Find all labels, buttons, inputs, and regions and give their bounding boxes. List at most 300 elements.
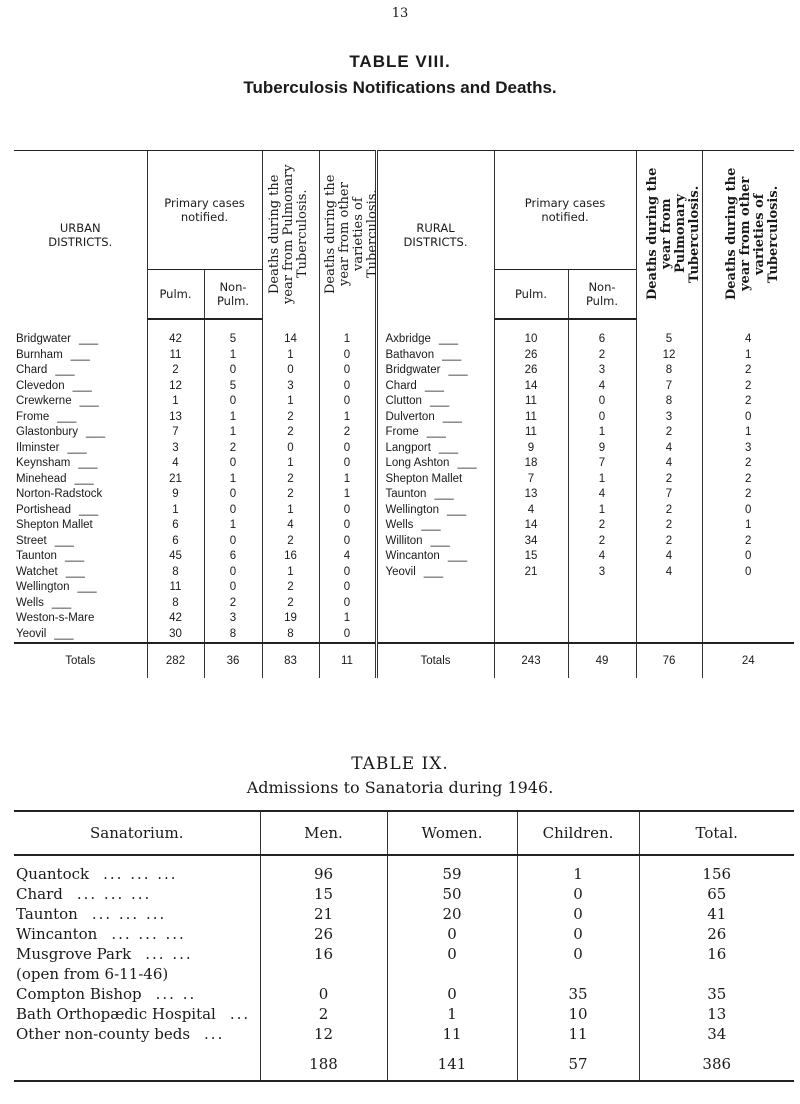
rural-deaths-other-cell: 2 <box>702 534 794 550</box>
leader-dash: ___ <box>438 441 459 454</box>
table-row <box>14 487 794 503</box>
rural-deaths-other-cell: 1 <box>702 348 794 364</box>
urban-pulm-cell: 1 <box>147 503 204 519</box>
leader-dash: ___ <box>457 457 477 469</box>
table-row <box>14 363 794 379</box>
district-label: Shepton Mallet <box>385 472 463 485</box>
district-label: Weston-s-Mare <box>16 612 95 624</box>
total-total: 386 <box>639 1044 794 1076</box>
district-label: Clevedon <box>16 379 65 392</box>
rural-pulm-cell <box>494 611 568 627</box>
rural-pulm-cell: 14 <box>494 379 568 395</box>
leader-dash: ___ <box>434 488 454 500</box>
table-row <box>14 580 794 596</box>
rural-deaths-other-cell: 1 <box>702 518 794 534</box>
rural-deaths-pulm-cell: 8 <box>636 394 702 410</box>
rural-total-pulm: 243 <box>494 643 568 678</box>
sanatoria-admissions-table <box>14 810 794 1082</box>
urban-total-nonpulm: 36 <box>204 643 262 678</box>
total-cell: 65 <box>639 884 794 904</box>
bottom-rule <box>14 1076 794 1081</box>
table-row <box>14 884 794 904</box>
urban-district-name <box>14 363 147 379</box>
rural-pulm-cell: 10 <box>494 319 568 348</box>
total-cell: 26 <box>639 924 794 944</box>
leader-dots: ... ... <box>145 945 193 963</box>
leader-dash: ___ <box>448 364 468 376</box>
leader-dash: ___ <box>78 332 99 345</box>
urban-deaths-pulm-cell: 1 <box>262 565 319 581</box>
rural-deaths-pulm-cell: 3 <box>636 410 702 426</box>
women-cell: 1 <box>387 1004 517 1024</box>
rural-district-name <box>376 425 494 441</box>
district-label: Taunton <box>16 550 57 562</box>
rural-deaths-pulm-cell: 2 <box>636 534 702 550</box>
women-cell: 59 <box>387 855 517 884</box>
table-row <box>14 855 794 884</box>
leader-dash: ___ <box>447 503 467 516</box>
urban-deaths-other-cell: 4 <box>319 549 376 565</box>
rural-district-name <box>376 518 494 534</box>
rule-cell <box>639 1076 794 1081</box>
district-label: Portishead <box>16 503 71 516</box>
leader-dash: ___ <box>426 426 446 438</box>
header-rural-nonpulm: Non- Pulm. <box>568 270 636 320</box>
urban-nonpulm-cell: 3 <box>204 611 262 627</box>
table-row <box>14 456 794 472</box>
rural-pulm-cell: 13 <box>494 487 568 503</box>
rural-district-name <box>376 611 494 627</box>
district-label: Bridgwater <box>16 332 71 345</box>
leader-dash: ___ <box>51 596 72 609</box>
district-label: Bridgwater <box>385 364 441 376</box>
women-cell: 0 <box>387 984 517 1004</box>
rural-district-name <box>376 379 494 395</box>
children-cell: 0 <box>517 924 639 944</box>
rural-nonpulm-cell <box>568 611 636 627</box>
header-children: Children. <box>517 811 639 855</box>
rural-nonpulm-cell: 1 <box>568 503 636 519</box>
district-label: Dulverton <box>385 410 435 423</box>
total-cell <box>639 964 794 984</box>
urban-district-name <box>14 611 147 627</box>
urban-district-name <box>14 534 147 550</box>
urban-nonpulm-cell: 1 <box>204 425 262 441</box>
children-cell <box>517 964 639 984</box>
urban-deaths-other-cell: 1 <box>319 319 376 348</box>
sanatorium-name <box>14 984 260 1004</box>
leader-dots: ... ... ... <box>111 925 186 943</box>
urban-district-name <box>14 410 147 426</box>
total-cell: 156 <box>639 855 794 884</box>
leader-dots: ... .. <box>155 985 197 1003</box>
district-label: Chard <box>385 379 417 392</box>
urban-nonpulm-cell: 1 <box>204 518 262 534</box>
urban-pulm-cell: 7 <box>147 425 204 441</box>
total-cell: 41 <box>639 904 794 924</box>
rural-deaths-other-cell: 0 <box>702 549 794 565</box>
urban-pulm-cell: 11 <box>147 580 204 596</box>
district-label: Norton-Radstock <box>16 488 103 500</box>
rule-cell <box>517 1076 639 1081</box>
rural-nonpulm-cell: 7 <box>568 456 636 472</box>
urban-nonpulm-cell: 0 <box>204 534 262 550</box>
district-label: Keynsham <box>16 457 71 469</box>
rural-pulm-cell: 7 <box>494 472 568 488</box>
rural-pulm-cell: 14 <box>494 518 568 534</box>
district-label: Watchet <box>16 565 58 578</box>
urban-deaths-other-cell: 0 <box>319 627 376 644</box>
table-row <box>14 627 794 644</box>
urban-district-name <box>14 319 147 348</box>
rural-nonpulm-cell: 2 <box>568 348 636 364</box>
sanatorium-name <box>14 924 260 944</box>
women-cell: 11 <box>387 1024 517 1044</box>
children-cell: 10 <box>517 1004 639 1024</box>
table-row <box>14 319 794 348</box>
rural-deaths-other-cell <box>702 596 794 612</box>
totals-row <box>14 643 794 678</box>
urban-deaths-other-cell: 0 <box>319 456 376 472</box>
rural-nonpulm-cell: 6 <box>568 319 636 348</box>
sanatorium-label: (open from 6-11-46) <box>16 965 169 983</box>
urban-deaths-pulm-cell: 16 <box>262 549 319 565</box>
district-label: Ilminster <box>16 441 60 454</box>
rural-deaths-pulm-cell: 7 <box>636 379 702 395</box>
urban-nonpulm-cell: 0 <box>204 487 262 503</box>
district-label: Yeovil <box>16 627 47 640</box>
urban-deaths-pulm-cell: 2 <box>262 580 319 596</box>
district-label: Yeovil <box>385 565 416 578</box>
table-row <box>14 944 794 964</box>
rural-district-name <box>376 534 494 550</box>
urban-district-name <box>14 394 147 410</box>
header-urban-nonpulm: Non- Pulm. <box>204 270 262 320</box>
table-row <box>14 596 794 612</box>
rural-deaths-other-cell <box>702 580 794 596</box>
urban-deaths-pulm-cell: 4 <box>262 518 319 534</box>
leader-dash: ___ <box>72 379 92 392</box>
urban-pulm-cell: 42 <box>147 611 204 627</box>
urban-deaths-other-cell: 0 <box>319 348 376 364</box>
urban-deaths-other-cell: 0 <box>319 394 376 410</box>
rural-district-name <box>376 348 494 364</box>
urban-deaths-pulm-cell: 1 <box>262 503 319 519</box>
urban-nonpulm-cell: 0 <box>204 394 262 410</box>
women-cell: 50 <box>387 884 517 904</box>
table-row <box>14 565 794 581</box>
urban-nonpulm-cell: 1 <box>204 472 262 488</box>
rural-nonpulm-cell: 9 <box>568 441 636 457</box>
leader-dash: ___ <box>86 426 106 438</box>
sanatorium-name <box>14 884 260 904</box>
district-label: Crewkerne <box>16 395 72 407</box>
rural-nonpulm-cell: 2 <box>568 518 636 534</box>
district-label: Burnham <box>16 348 63 361</box>
sanatorium-name <box>14 855 260 884</box>
urban-deaths-other-cell: 2 <box>319 425 376 441</box>
header-rural-districts: RURAL DISTRICTS. <box>376 151 494 320</box>
table9-title: TABLE IX. <box>351 754 449 774</box>
sanatorium-label: Other non-county beds <box>16 1025 191 1043</box>
rural-deaths-pulm-cell: 2 <box>636 503 702 519</box>
urban-nonpulm-cell: 0 <box>204 565 262 581</box>
rural-deaths-pulm-cell <box>636 596 702 612</box>
table-row <box>14 1004 794 1024</box>
urban-deaths-pulm-cell: 2 <box>262 425 319 441</box>
urban-pulm-cell: 12 <box>147 379 204 395</box>
urban-district-name <box>14 580 147 596</box>
table-row <box>14 1024 794 1044</box>
table-row <box>14 441 794 457</box>
rural-deaths-pulm-cell: 5 <box>636 319 702 348</box>
header-urban-districts: URBAN DISTRICTS. <box>14 151 147 320</box>
urban-district-name <box>14 565 147 581</box>
women-cell <box>387 964 517 984</box>
urban-deaths-other-cell: 1 <box>319 611 376 627</box>
district-label: Williton <box>385 534 423 547</box>
rural-district-name <box>376 441 494 457</box>
totals-label-empty <box>14 1044 260 1076</box>
urban-nonpulm-cell: 6 <box>204 549 262 565</box>
rural-totals-label: Totals <box>376 643 494 678</box>
urban-pulm-cell: 6 <box>147 518 204 534</box>
total-children: 57 <box>517 1044 639 1076</box>
header-sanatorium: Sanatorium. <box>14 811 260 855</box>
district-label: Long Ashton <box>385 457 450 469</box>
total-men: 188 <box>260 1044 387 1076</box>
leader-dash: ___ <box>54 534 74 547</box>
urban-pulm-cell: 8 <box>147 596 204 612</box>
urban-district-name <box>14 348 147 364</box>
men-cell: 21 <box>260 904 387 924</box>
table-row <box>14 534 794 550</box>
rule-cell <box>260 1076 387 1081</box>
rural-deaths-pulm-cell: 4 <box>636 565 702 581</box>
rural-district-name <box>376 627 494 644</box>
rural-nonpulm-cell: 2 <box>568 534 636 550</box>
rural-district-name <box>376 549 494 565</box>
rural-deaths-pulm-cell <box>636 580 702 596</box>
leader-dash: ___ <box>79 395 99 407</box>
rural-district-name <box>376 456 494 472</box>
urban-deaths-pulm-cell: 19 <box>262 611 319 627</box>
children-cell: 1 <box>517 855 639 884</box>
header-women: Women. <box>387 811 517 855</box>
header-urban-deaths-other: Deaths during the year from other varieties of Tuberculosis. <box>319 151 376 320</box>
men-cell: 0 <box>260 984 387 1004</box>
rural-deaths-other-cell: 0 <box>702 410 794 426</box>
table-row <box>14 904 794 924</box>
urban-deaths-other-cell: 0 <box>319 565 376 581</box>
urban-district-name <box>14 472 147 488</box>
rural-nonpulm-cell <box>568 627 636 644</box>
rural-pulm-cell: 11 <box>494 394 568 410</box>
leader-dash: ___ <box>67 441 87 454</box>
urban-deaths-pulm-cell: 0 <box>262 363 319 379</box>
rural-deaths-other-cell <box>702 611 794 627</box>
sanatorium-label: Compton Bishop <box>16 985 142 1003</box>
sanatorium-name <box>14 904 260 924</box>
rural-nonpulm-cell <box>568 580 636 596</box>
sanatorium-name <box>14 944 260 964</box>
women-cell: 20 <box>387 904 517 924</box>
urban-pulm-cell: 1 <box>147 394 204 410</box>
children-cell: 11 <box>517 1024 639 1044</box>
total-women: 141 <box>387 1044 517 1076</box>
leader-dash: ___ <box>442 410 462 423</box>
urban-pulm-cell: 9 <box>147 487 204 503</box>
table-row <box>14 379 794 395</box>
rural-deaths-pulm-cell: 4 <box>636 549 702 565</box>
leader-dots: ... ... ... <box>103 865 178 883</box>
men-cell: 2 <box>260 1004 387 1024</box>
rule-cell <box>14 1076 260 1081</box>
rural-district-name <box>376 472 494 488</box>
totals-row <box>14 1044 794 1076</box>
leader-dash: ___ <box>64 550 85 562</box>
urban-pulm-cell: 3 <box>147 441 204 457</box>
leader-dash: ___ <box>438 332 459 345</box>
urban-deaths-pulm-cell: 2 <box>262 596 319 612</box>
urban-totals-label: Totals <box>14 643 147 678</box>
header-urban-primary: Primary cases notified. <box>147 151 262 270</box>
urban-pulm-cell: 42 <box>147 319 204 348</box>
district-label: Bathavon <box>385 348 435 361</box>
rural-deaths-pulm-cell: 12 <box>636 348 702 364</box>
table8-body <box>14 319 794 678</box>
rural-deaths-other-cell: 2 <box>702 456 794 472</box>
leader-dash: ___ <box>55 364 75 376</box>
district-label: Wellington <box>16 581 70 593</box>
table8-title: TABLE VIII. <box>349 52 451 71</box>
urban-deaths-pulm-cell: 1 <box>262 348 319 364</box>
leader-dots: ... <box>204 1025 225 1043</box>
district-label: Street <box>16 534 47 547</box>
rural-deaths-other-cell: 2 <box>702 379 794 395</box>
women-cell: 0 <box>387 924 517 944</box>
district-label: Langport <box>385 441 431 454</box>
rural-nonpulm-cell: 3 <box>568 565 636 581</box>
men-cell: 16 <box>260 944 387 964</box>
leader-dots: ... <box>229 1005 251 1023</box>
urban-deaths-pulm-cell: 0 <box>262 441 319 457</box>
table8-subtitle: Tuberculosis Notifications and Deaths. <box>243 78 557 97</box>
rural-district-name <box>376 596 494 612</box>
rural-deaths-other-cell: 4 <box>702 319 794 348</box>
rural-deaths-other-cell: 3 <box>702 441 794 457</box>
men-cell: 96 <box>260 855 387 884</box>
district-label: Frome <box>16 410 50 423</box>
table-row <box>14 984 794 1004</box>
table-row <box>14 611 794 627</box>
rural-deaths-pulm-cell <box>636 611 702 627</box>
urban-nonpulm-cell: 1 <box>204 348 262 364</box>
rural-deaths-pulm-cell: 2 <box>636 425 702 441</box>
urban-pulm-cell: 4 <box>147 456 204 472</box>
children-cell: 0 <box>517 884 639 904</box>
rural-deaths-pulm-cell <box>636 627 702 644</box>
rural-district-name <box>376 363 494 379</box>
urban-district-name <box>14 596 147 612</box>
sanatorium-label: Musgrove Park <box>16 945 132 963</box>
rural-deaths-pulm-cell: 4 <box>636 456 702 472</box>
rural-district-name <box>376 410 494 426</box>
sanatorium-label: Chard <box>16 885 63 903</box>
urban-nonpulm-cell: 0 <box>204 503 262 519</box>
rural-pulm-cell <box>494 627 568 644</box>
rural-pulm-cell: 26 <box>494 348 568 364</box>
leader-dash: ___ <box>421 519 441 531</box>
urban-deaths-pulm-cell: 14 <box>262 319 319 348</box>
urban-deaths-other-cell: 0 <box>319 518 376 534</box>
urban-pulm-cell: 45 <box>147 549 204 565</box>
header-rural-pulm: Pulm. <box>494 270 568 320</box>
urban-district-name <box>14 379 147 395</box>
urban-pulm-cell: 8 <box>147 565 204 581</box>
table-row <box>14 924 794 944</box>
urban-deaths-other-cell: 0 <box>319 596 376 612</box>
men-cell: 26 <box>260 924 387 944</box>
women-cell: 0 <box>387 944 517 964</box>
urban-deaths-pulm-cell: 2 <box>262 410 319 426</box>
leader-dash: ___ <box>429 395 450 407</box>
table-row <box>14 964 794 984</box>
district-label: Chard <box>16 364 48 376</box>
rural-deaths-pulm-cell: 2 <box>636 472 702 488</box>
rural-pulm-cell <box>494 580 568 596</box>
rural-deaths-pulm-cell: 4 <box>636 441 702 457</box>
sanatorium-label: Wincanton <box>16 925 98 943</box>
urban-deaths-other-cell: 0 <box>319 379 376 395</box>
leader-dash: ___ <box>78 457 98 469</box>
urban-nonpulm-cell: 1 <box>204 410 262 426</box>
table9-subtitle: Admissions to Sanatoria during 1946. <box>246 778 554 797</box>
urban-pulm-cell: 21 <box>147 472 204 488</box>
rural-pulm-cell: 11 <box>494 425 568 441</box>
rural-deaths-other-cell: 2 <box>702 472 794 488</box>
children-cell: 35 <box>517 984 639 1004</box>
table-row <box>14 425 794 441</box>
sanatorium-name <box>14 1004 260 1024</box>
urban-deaths-pulm-cell: 2 <box>262 534 319 550</box>
leader-dash: ___ <box>423 565 443 578</box>
table-row <box>14 518 794 534</box>
rural-nonpulm-cell: 1 <box>568 472 636 488</box>
urban-deaths-other-cell: 1 <box>319 487 376 503</box>
men-cell: 12 <box>260 1024 387 1044</box>
leader-dash: ___ <box>78 503 99 516</box>
rural-nonpulm-cell <box>568 596 636 612</box>
rural-total-nonpulm: 49 <box>568 643 636 678</box>
total-cell: 35 <box>639 984 794 1004</box>
district-label: Axbridge <box>385 332 431 345</box>
urban-district-name <box>14 425 147 441</box>
urban-deaths-other-cell: 0 <box>319 580 376 596</box>
tuberculosis-notifications-table <box>14 150 794 678</box>
rural-nonpulm-cell: 4 <box>568 379 636 395</box>
page-number: 13 <box>391 6 409 21</box>
district-label: Wells <box>385 519 414 531</box>
leader-dash: ___ <box>74 472 94 485</box>
district-label: Minehead <box>16 472 67 485</box>
header-urban-deaths-pulm: Deaths during the year from Pulmonary Tuberculosis. <box>262 151 319 320</box>
urban-pulm-cell: 30 <box>147 627 204 644</box>
table-row <box>14 503 794 519</box>
rural-deaths-other-cell: 2 <box>702 487 794 503</box>
header-total: Total. <box>639 811 794 855</box>
leader-dash: ___ <box>54 627 74 640</box>
